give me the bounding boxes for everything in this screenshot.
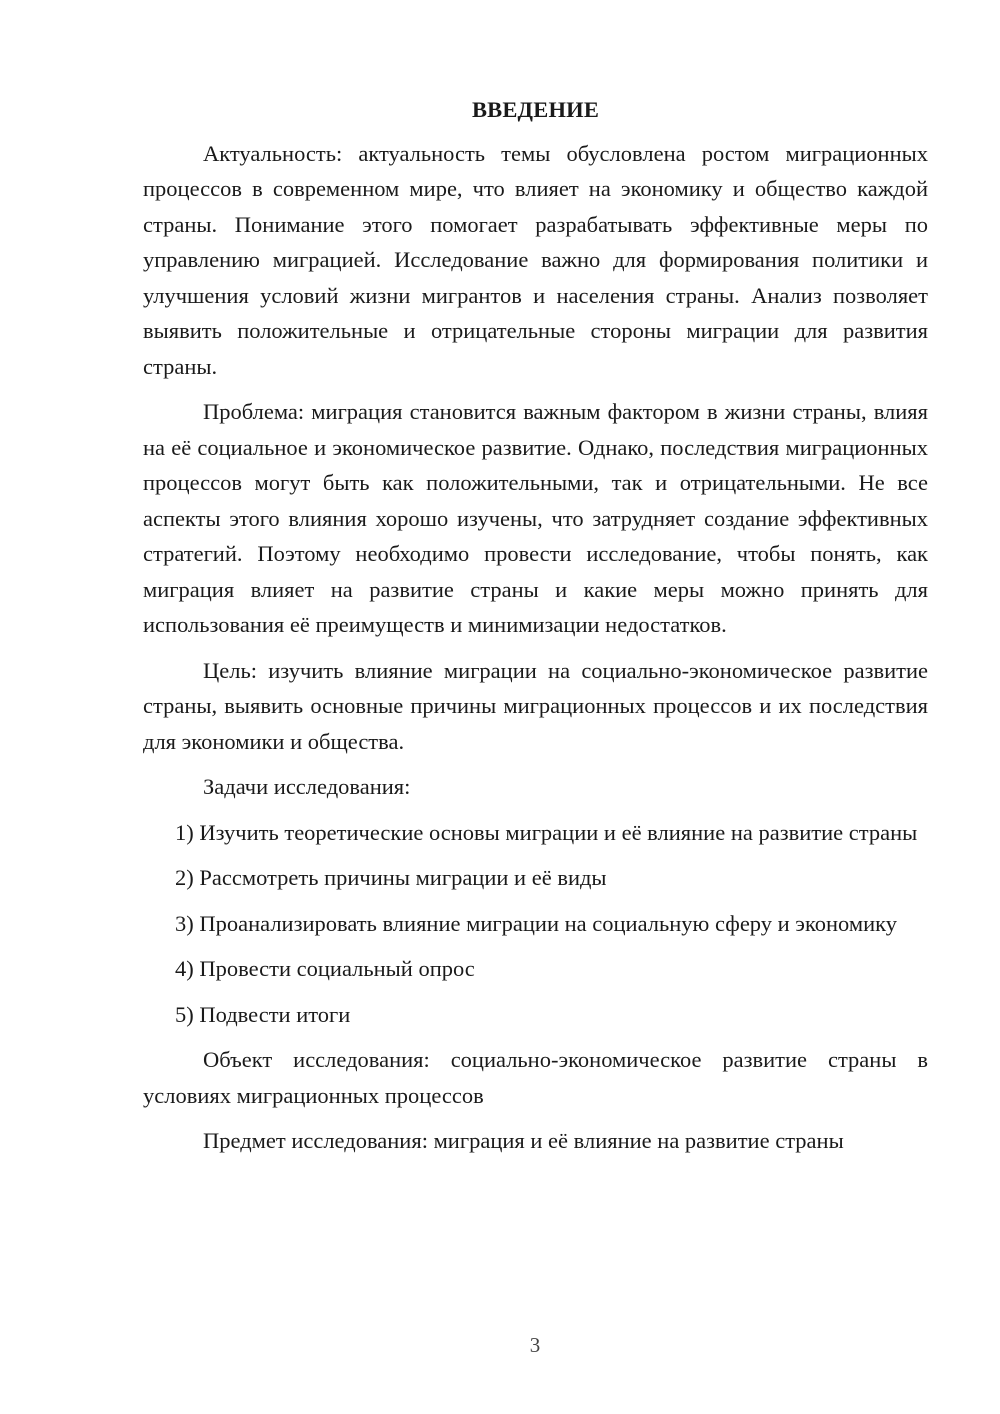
research-object: Объект исследования: социально-экономическое развитие страны в условиях миграционных процессов	[143, 1047, 928, 1108]
task-item-2: 2) Рассмотреть причины миграции и её виды	[175, 865, 607, 890]
paragraph-relevance: Актуальность: актуальность темы обусловлена ростом миграционных процессов в современном мире, что влияет на экономику и общество каждой страны. Понимание этого помогает разрабатывать эффективные меры по управлению миграцией. Исследование важно для формирования политики и улучшения условий жизни мигрантов и населения страны. Анализ позволяет выявить положительные и отрицательные стороны миграции для развития страны.	[143, 140, 928, 379]
paragraph-problem: Проблема: миграция становится важным фактором в жизни страны, влияя на её социальное и экономическое развитие. Однако, последствия миграционных процессов могут быть как положительными, так и отрицательными. Не все аспекты этого влияния хорошо изучены, что затрудняет создание эффективных стратегий. Поэтому необходимо провести исследование, чтобы понять, как миграция влияет на развитие страны и какие меры можно принять для использования её преимуществ и минимизации недостатков.	[143, 399, 928, 637]
task-item-5: 5) Подвести итоги	[175, 1001, 351, 1027]
task-item-3: 3) Проанализировать влияние миграции на социальную сферу и экономику	[175, 910, 897, 936]
task-item-4: 4) Провести социальный опрос	[175, 956, 475, 981]
tasks-heading: Задачи исследования:	[203, 774, 411, 799]
research-subject: Предмет исследования: миграция и её влияние на развитие страны	[203, 1128, 844, 1153]
page-title: ВВЕДЕНИЕ	[471, 97, 600, 122]
page-number: 3	[529, 1333, 541, 1357]
task-item-1: 1) Изучить теоретические основы миграции и её влияние на развитие страны	[175, 819, 918, 845]
document-page	[143, 92, 928, 1169]
paragraph-goal: Цель: изучить влияние миграции на социально-экономическое развитие страны, выявить основные причины миграционных процессов и их последствия для экономики и общества.	[143, 657, 928, 754]
